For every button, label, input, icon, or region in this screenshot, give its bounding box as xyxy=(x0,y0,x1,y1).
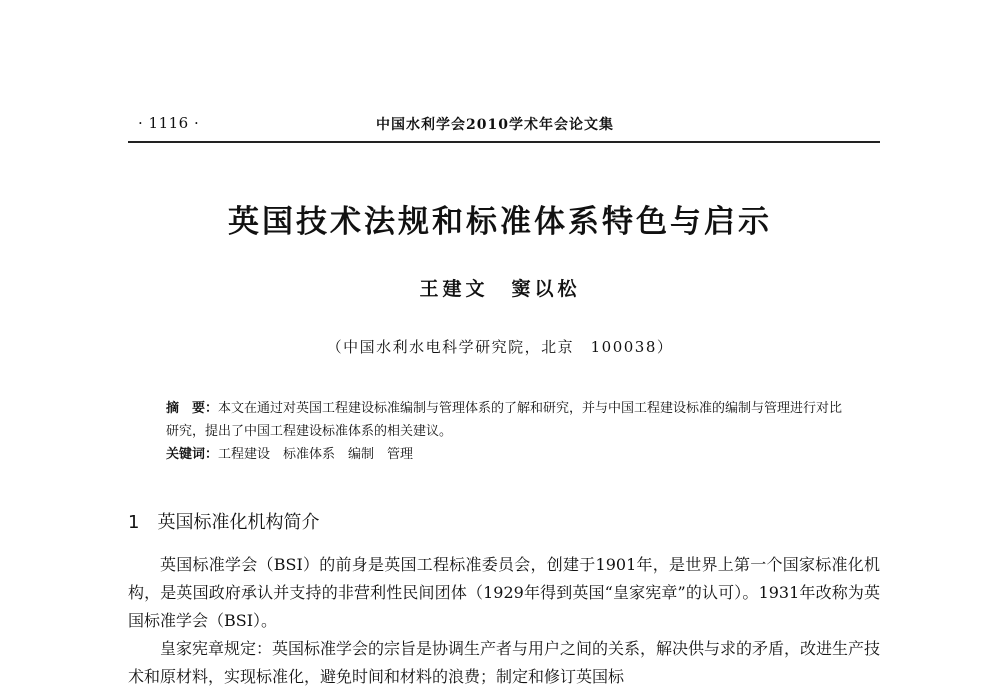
abstract-label: 摘 要： xyxy=(166,401,219,416)
proceedings-title: 中国水利学会2010学术年会论文集 xyxy=(376,117,614,133)
body-paragraph: 皇家宪章规定：英国标准学会的宗旨是协调生产者与用户之间的关系，解决供与求的矛盾，改进生产技术和原材料，实现标准化，避免时间和材料的浪费；制定和修订英国标 xyxy=(128,639,881,686)
section-number: 1 xyxy=(128,512,140,533)
keywords-text: 工程建设 标准体系 编制 管理 xyxy=(218,447,414,462)
abstract xyxy=(166,397,846,443)
page-number: · 1116 · xyxy=(138,114,200,132)
body-paragraph: 英国标准学会（BSI）的前身是英国工程标准委员会，创建于1901年，是世界上第一个国家标准化机构，是英国政府承认并支持的非营利性民间团体（1929年得到英国“皇家宪章”的认可）。1931年改称为英国标准学会（BSI）。 xyxy=(128,555,880,630)
section-title: 英国标准化机构简介 xyxy=(157,512,320,533)
affiliation: （中国水利水电科学研究院，北京 100038） xyxy=(326,338,674,356)
abstract-block xyxy=(166,397,846,466)
header-rule xyxy=(128,141,880,143)
running-header xyxy=(128,110,880,140)
authors: 王建文 窦以松 xyxy=(419,278,581,300)
section-body xyxy=(128,551,880,691)
section-heading xyxy=(128,508,319,534)
keywords-label: 关键词： xyxy=(166,447,219,462)
keywords xyxy=(166,443,846,466)
abstract-text: 本文在通过对英国工程建设标准编制与管理体系的了解和研究，并与中国工程建设标准的编制与管理进行对比研究，提出了中国工程建设标准体系的相关建议。 xyxy=(166,401,843,439)
paper-title: 英国技术法规和标准体系特色与启示 xyxy=(228,204,772,240)
